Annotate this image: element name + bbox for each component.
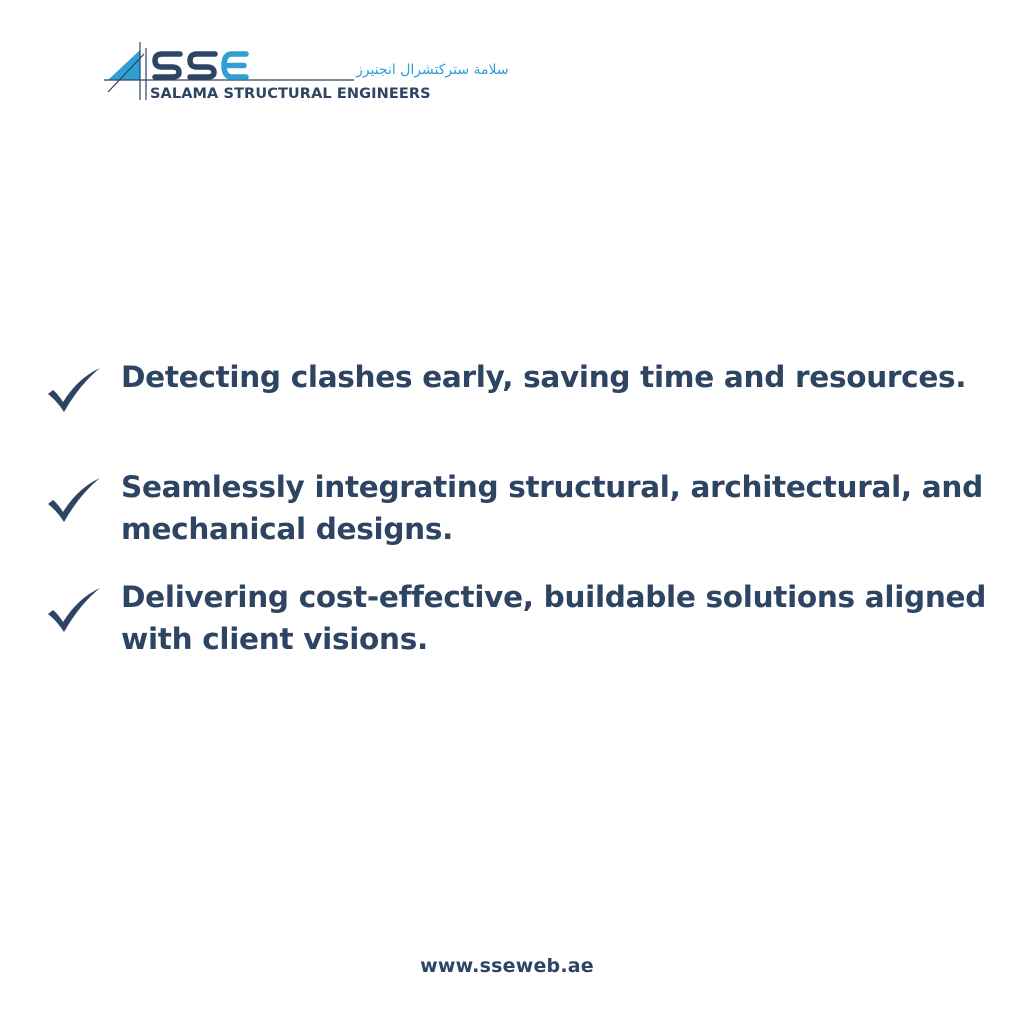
checkmark-icon — [44, 584, 102, 636]
checkmark-icon — [44, 364, 102, 416]
checklist-item — [44, 466, 1004, 552]
checklist-item-text: Detecting clashes early, saving time and resources. — [121, 360, 967, 394]
checklist-item — [44, 356, 1004, 442]
website-url[interactable]: www.sseweb.ae — [420, 955, 594, 977]
feature-checklist — [44, 356, 1004, 686]
checklist-item — [44, 576, 1004, 662]
logo-arabic-name: سلامة ستركتشرال انجنيرز — [356, 62, 509, 78]
checkmark-icon — [44, 474, 102, 526]
checklist-item-text: Delivering cost-effective, buildable solutions aligned with client visions. — [121, 580, 987, 656]
logo-english-name: SALAMA STRUCTURAL ENGINEERS — [150, 86, 431, 102]
company-logo — [104, 40, 509, 106]
checklist-item-text: Seamlessly integrating structural, architectural, and mechanical designs. — [121, 470, 983, 546]
